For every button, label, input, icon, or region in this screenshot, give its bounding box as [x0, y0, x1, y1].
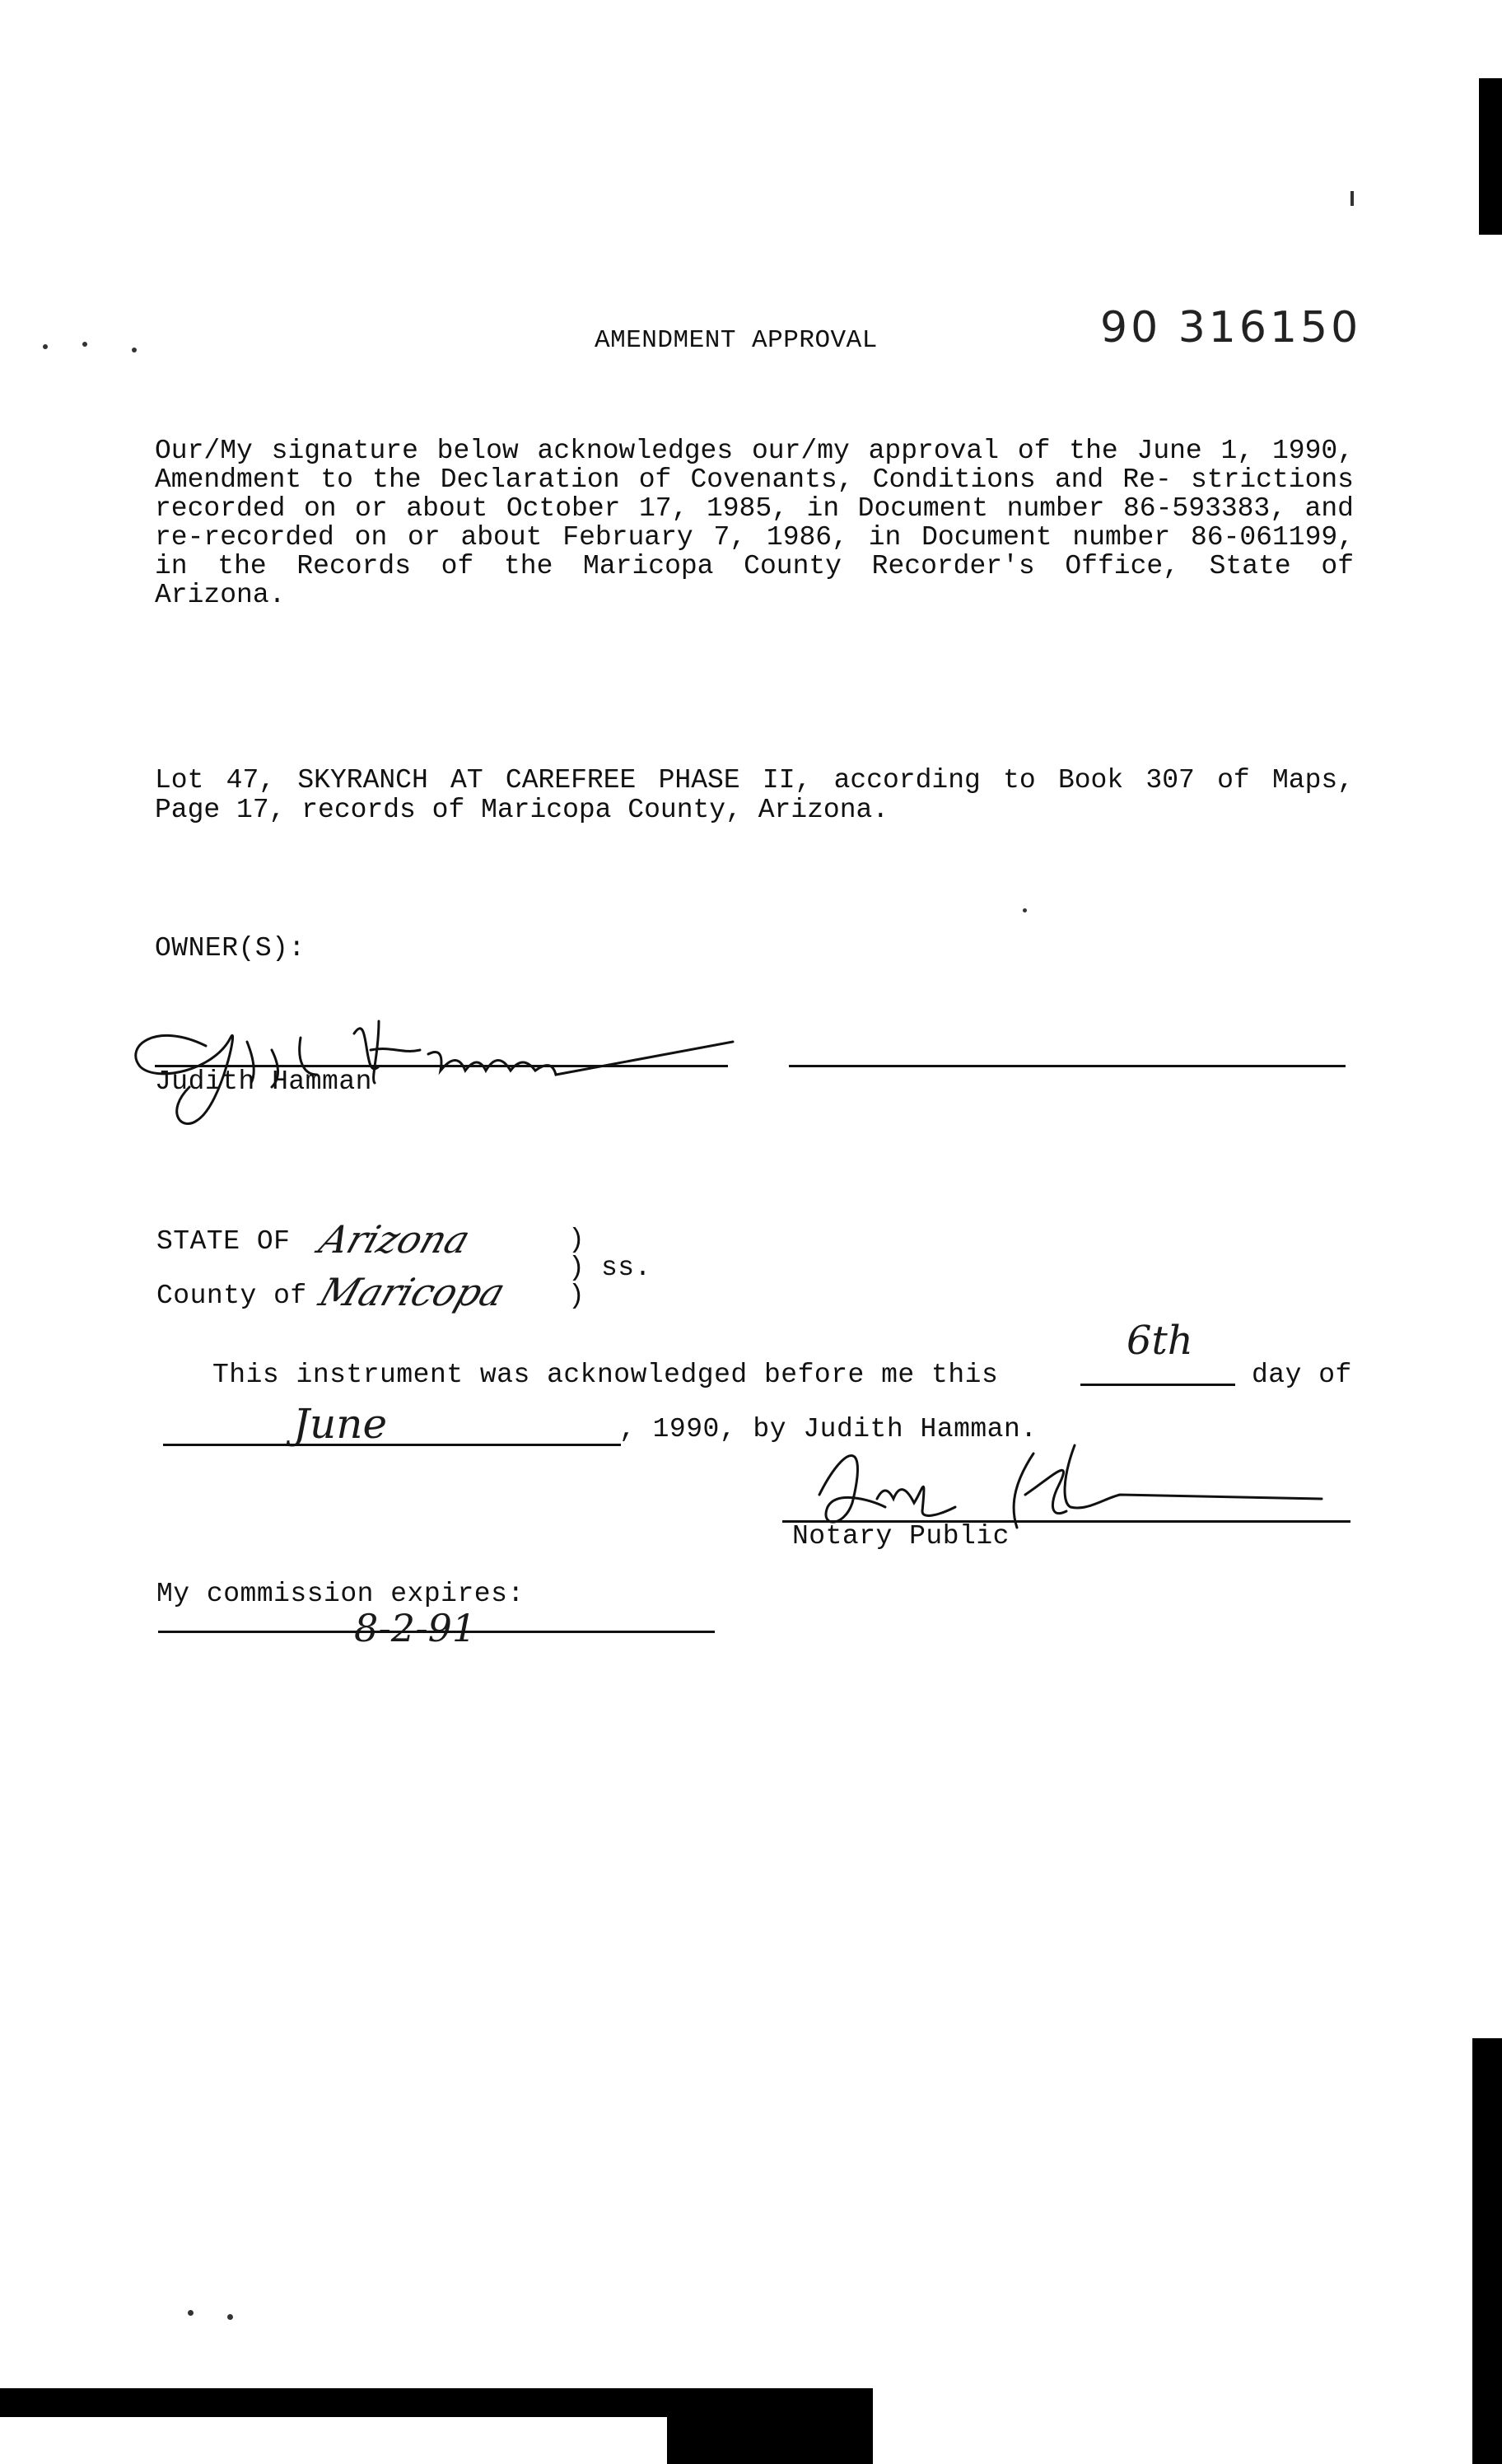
second-owner-signature-line [789, 1065, 1346, 1067]
venue-bracket: ) [568, 1281, 585, 1311]
acknowledgment-text-day-of: day of [1252, 1360, 1352, 1390]
state-label: STATE OF [156, 1226, 291, 1257]
acknowledgment-day: 6th [1126, 1318, 1193, 1364]
venue-bracket: ) [568, 1225, 585, 1255]
scan-top-edge [0, 0, 1502, 51]
scan-speck [82, 342, 87, 347]
scan-speck [132, 348, 137, 352]
venue-bracket: ) [568, 1253, 585, 1283]
acknowledgment-text: This instrument was acknowledged before me this [212, 1360, 999, 1390]
scan-speck [227, 2314, 233, 2320]
owner-name: Judith Hamman [155, 1066, 372, 1097]
commission-date: 8-2-91 [354, 1606, 477, 1650]
commission-line [158, 1631, 715, 1633]
approval-paragraph: Our/My signature below acknowledges our/my approval of the June 1, 1990, Amendment to the Declaration of Covenants, Conditions and Re- strictions recorded on or about October 17, 1985, in Document number 86-593383, and re-recorded on or about February 7, 1986, in Document number 86-061199, in the Records of the Maricopa County Recorder's Office, State of Arizona. [155, 436, 1354, 610]
scan-speck [1023, 908, 1027, 912]
month-line [163, 1444, 621, 1446]
county-label: County of [156, 1281, 307, 1311]
county-value: Maricopa [314, 1270, 511, 1314]
day-line [1080, 1384, 1235, 1386]
legal-description: Lot 47, SKYRANCH AT CAREFREE PHASE II, according to Book 307 of Maps, Page 17, records of Maricopa County, Arizona. [155, 765, 1354, 825]
notary-public-label: Notary Public [792, 1521, 1010, 1552]
ss-label: ss. [601, 1253, 651, 1283]
scan-edge-artifact [1472, 2038, 1502, 2464]
scan-edge-artifact [0, 2417, 667, 2464]
commission-label: My commission expires: [156, 1579, 525, 1609]
owner-signature [107, 988, 749, 1136]
acknowledgment-text-year: , 1990, by Judith Hamman. [619, 1414, 1038, 1444]
state-value: Arizona [314, 1217, 476, 1262]
document-number: 90 316150 [1100, 303, 1362, 352]
scan-speck [43, 344, 48, 349]
scan-speck [188, 2310, 194, 2316]
scan-speck [1350, 191, 1354, 206]
acknowledgment-month: June [293, 1400, 388, 1448]
document-title: AMENDMENT APPROVAL [595, 326, 878, 355]
scan-edge-artifact [1479, 78, 1502, 235]
owners-label: OWNER(S): [155, 933, 306, 964]
